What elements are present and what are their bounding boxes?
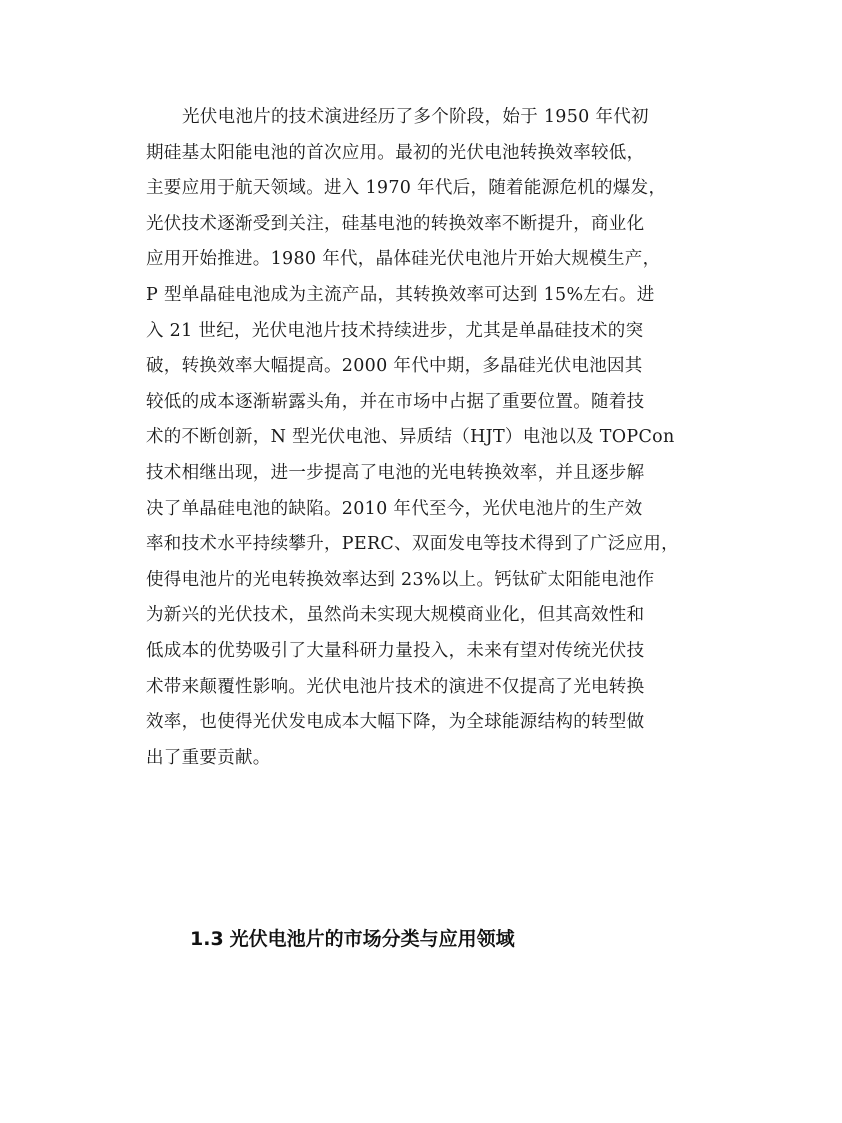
paragraph-line: 术带来颠覆性影响。光伏电池片技术的演进不仅提高了光电转换 xyxy=(146,676,645,697)
paragraph-line: 破，转换效率大幅提高。2000 年代中期，多晶硅光伏电池因其 xyxy=(146,356,643,377)
paragraph-line: 技术相继出现，进一步提高了电池的光电转换效率，并且逐步解 xyxy=(146,462,645,483)
paragraph-line: 术的不断创新，N 型光伏电池、异质结（HJT）电池以及 TOPCon xyxy=(146,427,675,448)
paragraph-line: 低成本的优势吸引了大量科研力量投入，未来有望对传统光伏技 xyxy=(146,640,645,661)
section-number: 1.3 xyxy=(190,928,224,950)
paragraph-line: P 型单晶硅电池成为主流产品，其转换效率可达到 15%左右。进 xyxy=(146,284,655,305)
paragraph-line: 效率，也使得光伏发电成本大幅下降，为全球能源结构的转型做 xyxy=(146,712,645,733)
paragraph-line: 期硅基太阳能电池的首次应用。最初的光伏电池转换效率较低， xyxy=(146,142,645,163)
paragraph-line: 决了单晶硅电池的缺陷。2010 年代至今，光伏电池片的生产效 xyxy=(146,498,643,519)
body-paragraph xyxy=(146,100,702,776)
paragraph-line: 主要应用于航天领域。进入 1970 年代后，随着能源危机的爆发， xyxy=(146,178,667,199)
paragraph-line: 入 21 世纪，光伏电池片技术持续进步，尤其是单晶硅技术的突 xyxy=(146,320,644,341)
section-heading xyxy=(190,921,515,957)
section-title: 光伏电池片的市场分类与应用领域 xyxy=(229,928,515,950)
paragraph-line: 光伏技术逐渐受到关注，硅基电池的转换效率不断提升，商业化 xyxy=(146,213,645,234)
paragraph-line: 较低的成本逐渐崭露头角，并在市场中占据了重要位置。随着技 xyxy=(146,391,645,412)
paragraph-line: 使得电池片的光电转换效率达到 23%以上。钙钛矿太阳能电池作 xyxy=(146,569,655,590)
paragraph-line: 光伏电池片的技术演进经历了多个阶段，始于 1950 年代初 xyxy=(182,107,649,127)
paragraph-line: 出了重要贡献。 xyxy=(146,747,271,768)
paragraph-line: 率和技术水平持续攀升，PERC、双面发电等技术得到了广泛应用， xyxy=(146,534,679,555)
paragraph-line: 应用开始推进。1980 年代，晶体硅光伏电池片开始大规模生产， xyxy=(146,249,661,270)
paragraph-line: 为新兴的光伏技术，虽然尚未实现大规模商业化，但其高效性和 xyxy=(146,605,645,626)
